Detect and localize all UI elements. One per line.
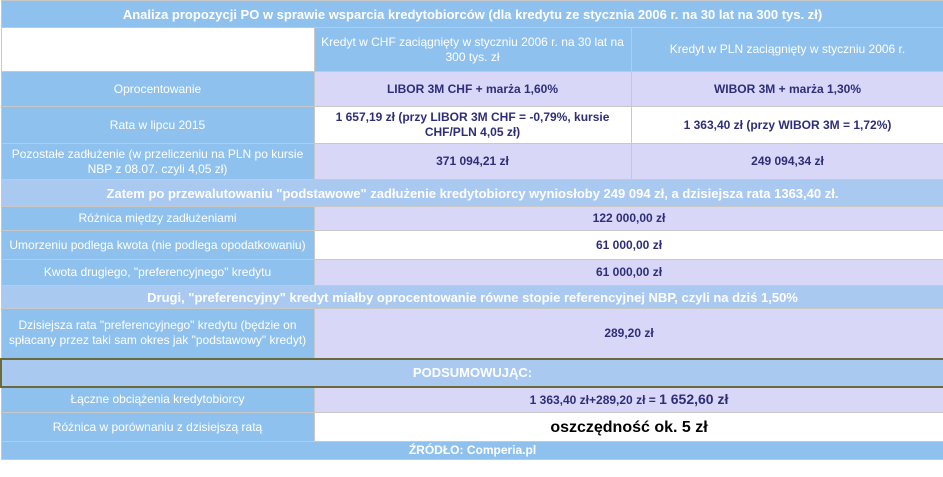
row-label-umorzenie: Umorzeniu podlega kwota (nie podlega opodatkowaniu): [1, 231, 314, 260]
row-label-oprocentowanie: Oprocentowanie: [1, 72, 314, 107]
table-row: [1, 144, 943, 180]
chf-zadluzenie: 371 094,21 zł: [314, 144, 631, 180]
value-roznica-rata: oszczędność ok. 5 zł: [314, 413, 943, 442]
value-umorzenie: 61 000,00 zł: [314, 231, 943, 260]
header-row: [1, 28, 943, 72]
table-row: [1, 309, 943, 359]
laczne-total: 1 652,60 zł: [659, 390, 729, 407]
header-empty-cell: [1, 28, 314, 72]
pln-oprocentowanie: WIBOR 3M + marża 1,30%: [631, 72, 943, 107]
band-preferencyjny: Drugi, "preferencyjny" kredyt miałby oprocentowanie równe stopie referencyjnej NBP, czyli na dziś 1,50%: [1, 286, 943, 309]
row-label-rata-pref: Dzisiejsza rata "preferencyjnego" kredytu (będzie on spłacany przez taki sam okres jak "podstawowy" kredyt): [1, 309, 314, 359]
table-row: [1, 413, 943, 442]
chf-oprocentowanie: LIBOR 3M CHF + marża 1,60%: [314, 72, 631, 107]
summary-title: PODSUMOWUJĄC:: [1, 359, 943, 387]
summary-row: [1, 359, 943, 387]
table-row: [1, 231, 943, 260]
pln-zadluzenie: 249 094,34 zł: [631, 144, 943, 180]
header-pln: Kredyt w PLN zaciągnięty w styczniu 2006 r.: [631, 28, 943, 72]
band-row: [1, 286, 943, 309]
band-row: [1, 180, 943, 207]
laczne-sum-expression: 1 363,40 zł+289,20 zł =: [529, 392, 656, 407]
row-label-roznica: Różnica między zadłużeniami: [1, 207, 314, 231]
row-label-drugi: Kwota drugiego, "preferencyjnego" kredytu: [1, 260, 314, 286]
table-title: Analiza propozycji PO w sprawie wsparcia kredytobiorców (dla kredytu ze stycznia 2006 r. na 30 lat na 300 tys. zł): [1, 1, 943, 28]
table-row: [1, 207, 943, 231]
band-przewalutowanie: Zatem po przewalutowaniu "podstawowe" zadłużenie kredytobiorcy wyniosłoby 249 094 zł, a dzisiejsza rata 1363,40 zł.: [1, 180, 943, 207]
table-row: [1, 387, 943, 413]
pln-rata: 1 363,40 zł (przy WIBOR 3M = 1,72%): [631, 107, 943, 144]
row-label-zadluzenie: Pozostałe zadłużenie (w przeliczeniu na PLN po kursie NBP z 08.07. czyli 4,05 zł): [1, 144, 314, 180]
table-row: [1, 107, 943, 144]
value-laczne: [314, 387, 943, 413]
chf-rata: 1 657,19 zł (przy LIBOR 3M CHF = -0,79%, kursie CHF/PLN 4,05 zł): [314, 107, 631, 144]
value-roznica: 122 000,00 zł: [314, 207, 943, 231]
row-label-rata: Rata w lipcu 2015: [1, 107, 314, 144]
value-rata-pref: 289,20 zł: [314, 309, 943, 359]
table-row: [1, 260, 943, 286]
header-chf: Kredyt w CHF zaciągnięty w styczniu 2006 r. na 30 lat na 300 tys. zł: [314, 28, 631, 72]
title-row: [1, 1, 943, 28]
table-row: [1, 72, 943, 107]
source-row: [1, 442, 943, 460]
value-drugi: 61 000,00 zł: [314, 260, 943, 286]
row-label-roznica-rata: Różnica w porównaniu z dzisiejszą ratą: [1, 413, 314, 442]
source-label: ŹRÓDŁO: Comperia.pl: [1, 442, 943, 460]
row-label-laczne: Łączne obciążenia kredytobiorcy: [1, 387, 314, 413]
